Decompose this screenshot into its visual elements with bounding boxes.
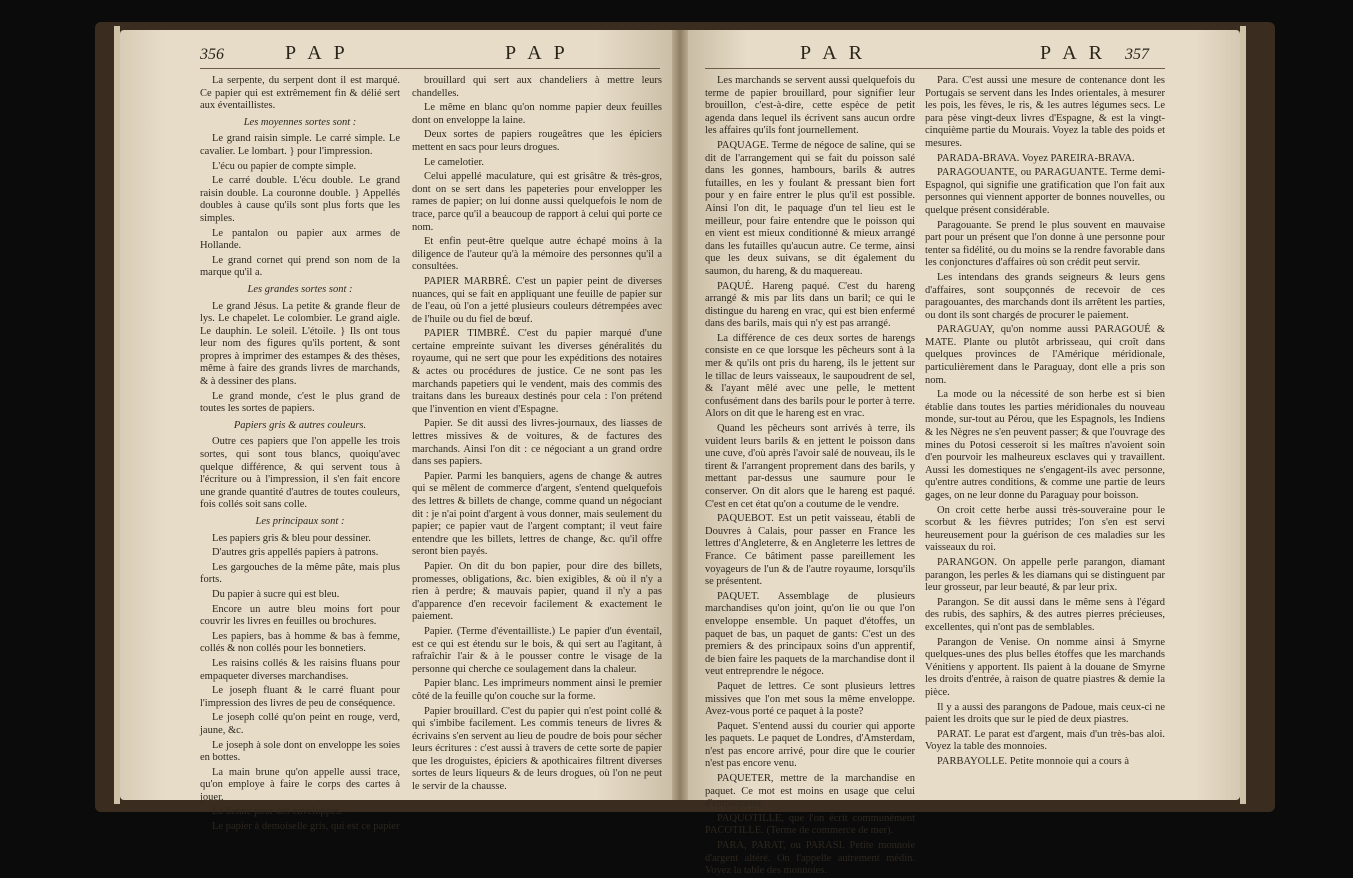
paragraph: Parangon de Venise. On nomme ainsi à Smyrne quelques-unes des plus belles étoffes que les marchands Vénitiens y apportent. Ils paient à la douane de Smyrne les droits d'entrée, à raison de quatre piastres & demie la pièce. xyxy=(925,636,1165,698)
paragraph: La mode ou la nécessité de son herbe est si bien établie dans toutes les parties méridionales du nouveau monde, sur-tout au Pérou, que les Espagnols, les Indiens & les Nègres ne s'en peuvent passer; & que l'ouvrage des mines du Potosi cesseroit si les maîtres n'avoient soin d'en pourvoir les malheureux esclaves qui y travaillent. Aussi les domestiques ne s'engagent-ils avec personne, qu'entre autres conditions, & comme une partie de leurs gages, on ne leur donne du Paraguay pour boisson. xyxy=(925,389,1165,501)
paragraph: La main brune qu'on appelle aussi trace, qu'on employe à faire le corps des cartes à jouer. xyxy=(200,766,400,803)
right-column-2 xyxy=(925,75,1165,765)
left-column-1 xyxy=(200,75,400,833)
paragraph: Les gargouches de la même pâte, mais plus forts. xyxy=(200,561,400,586)
paragraph: Le joseph fluant & le carré fluant pour l'impression des livres de peu de conséquence. xyxy=(200,685,400,709)
paragraph: Papier. (Terme d'éventailliste.) Le papier d'un éventail, est ce qui est étendu sur le bois, & qui sert au l'agitant, à rafraîchir l'air & à le pousser contre le visage de la personne qui cherche ce soulagement dans la chaleur. xyxy=(412,625,662,675)
right-header-right: P A R xyxy=(1040,42,1106,64)
paragraph: PARADA-BRAVA. Voyez PAREIRA-BRAVA. xyxy=(937,152,1135,164)
paragraph: Le grand monde, c'est le plus grand de toutes les sortes de papiers. xyxy=(200,390,400,415)
right-header-left: P A R xyxy=(800,42,866,64)
paragraph: L'écu ou papier de compte simple. xyxy=(212,160,357,172)
right-header-rule xyxy=(705,68,1165,69)
left-header-rule xyxy=(200,68,660,69)
paragraph: Les grandes sortes sont : xyxy=(247,283,353,295)
paragraph: Les moyennes sortes sont : xyxy=(243,116,357,128)
paragraph: PARANGON. On appelle perle parangon, diamant parangon, les perles & les diamans qui se distinguent par leur grosseur, par leur beauté, & par leur prix. xyxy=(925,556,1165,594)
paragraph: PARAGUAY, qu'on nomme aussi PARAGOUÉ & MATE. Plante ou plutôt arbrisseau, qui croît dans quelques provinces de l'Amérique méridionale, particulièrement dans le Paraguay, dont elle a pris son nom. xyxy=(925,324,1165,386)
paragraph: Para. C'est aussi une mesure de contenance dont les Portugais se servent dans les Indes orientales, à mesurer les pois, les fèves, le ris, & les autres légumes secs. Le para pèse vingt-deux livres d'Espagne, & est la vingt-cinquième partie du Mourais. Voyez la table des poids et mesures. xyxy=(925,75,1165,149)
paragraph: PARAT. Le parat est d'argent, mais d'un très-bas aloi. Voyez la table des monnoies. xyxy=(925,728,1165,753)
paragraph: Les principaux sont : xyxy=(255,516,345,527)
left-column-2 xyxy=(412,75,662,793)
paragraph: Quand les pêcheurs sont arrivés à terre, ils vuident leurs barils & en jettent le poisson dans une cuve, d'où après l'avoir salé de nouveau, ils le tirent & l'arrangent proprement dans des barils, y mettant par-dessus une saumure pour le conserver. On dit alors que le hareng est paqué. C'est en cet état qu'on a coutume de le vendre. xyxy=(705,423,915,510)
paragraph: PAQUET. Assemblage de plusieurs marchandises qu'on joint, qu'on lie ou que l'on enveloppe ensemble. Un paquet d'étoffes, un paquet de bas, un paquet de gants: C'est un des premiers & des principaux soins d'un apprentif, de bien faire les paquets de la marchandise dont il veut entreprendre le négoce. xyxy=(705,590,915,678)
paragraph: Celui appellé maculature, qui est grisâtre & très-gros, dont on se sert dans les papeteries pour envelopper les rames de papier; on lui donne aussi quelquefois le nom de trace, parce qu'il a beaucoup de rapport à celui qui porte ce nom. xyxy=(412,171,662,233)
paragraph: Encore un autre bleu moins fort pour couvrir les livres en feuilles ou brochures. xyxy=(200,603,400,628)
left-page-number: 356 xyxy=(200,46,224,63)
paragraph: Les marchands se servent aussi quelquefois du terme de papier brouillard, pour signifier leur brouillon, c'est-à-dire, cette espèce de petit agenda dans lequel ils écrivent sans aucun ordre les affaires qu'ils font journellement. xyxy=(705,75,915,137)
paragraph: Il y a aussi des parangons de Padoue, mais ceux-ci ne paient les droits que sur le pied de deux piastres. xyxy=(925,701,1165,726)
paragraph: Le pantalon ou papier aux armes de Hollande. xyxy=(200,227,400,252)
paragraph: Deux sortes de papiers rougeâtres que les épiciers mettent en sacs pour leurs drogues. xyxy=(412,129,662,153)
paragraph: Les raisins collés & les raisins fluans pour empaqueter diverses marchandises. xyxy=(200,657,400,682)
right-page-number: 357 xyxy=(1125,46,1149,63)
paragraph: Le même en blanc qu'on nomme papier deux feuilles dont on enveloppe la laine. xyxy=(412,102,662,126)
paragraph: Papier blanc. Les imprimeurs nomment ainsi le premier côté de la feuille qu'on couche sur la forme. xyxy=(412,678,662,702)
paragraph: PAQUÉ. Hareng paqué. C'est du hareng arrangé & mis par lits dans un baril; ce qui le distingue du hareng en vrac, qui est bien enfermé dans des barils, mais qui n'y est pas arrangé. xyxy=(705,280,915,330)
paragraph: Le grand raisin simple. Le carré simple. Le cavalier. Le lombart. } pour l'impression. xyxy=(200,133,400,157)
paragraph: Les papiers gris & bleu pour dessiner. xyxy=(212,532,371,544)
paragraph: Papier. Parmi les banquiers, agens de change & autres qui se mêlent de commerce d'argent, s'entend quelquefois des lettres & billets de change, comme quand un négociant dit : je n'ai point d'argent à vous donner, mais seulement du papier; ce papier vaut de l'argent comptant; il veut faire entendre que les billets, lettres de change, &c. qu'il offre seront bien payés. xyxy=(412,470,662,558)
paragraph: Le papier à demoiselle gris, qui est ce papier xyxy=(212,821,400,833)
right-column-1 xyxy=(705,75,915,877)
paragraph: PAQUAGE. Terme de négoce de saline, qui se dit de l'arrangement qui se fait du poisson salé dans les gonnes, hambours, barils & autres futailles, en les y foulant & pressant bien fort pour y en faire entrer le plus qu'il est possible. Ainsi l'on dit, le paquage d'un tel lieu est le meilleur, pour faire entendre que le poisson qui en vient est mieux conditionné & mieux arrangé dans les futailles qu'aucun autre. Ce terme, ainsi que les deux suivans, se dit également du saumon, du hareng, & du maquereau. xyxy=(705,139,915,277)
paragraph: Paquet de lettres. Ce sont plusieurs lettres missives que l'on met sous la même enveloppe. Avez-vous porté ce paquet à la poste? xyxy=(705,680,915,718)
paragraph: Et enfin peut-être quelque autre échapé moins à la diligence de l'auteur qu'à la mémoire des personnes qu'il a consultées. xyxy=(412,236,662,273)
paragraph: Le joseph collé qu'on peint en rouge, verd, jaune, &c. xyxy=(200,712,400,736)
paragraph: On croit cette herbe aussi très-souveraine pour le scorbut & les fièvres putrides; l'on s'en est servi heureusement pour la guérison de ces maladies sur les vaisseaux du roi. xyxy=(925,504,1165,554)
paragraph: La lienne pour des enveloppes. xyxy=(212,806,343,818)
left-header-left: P A P xyxy=(285,42,349,64)
paragraph: PARBAYOLLE. Petite monnoie qui a cours à xyxy=(937,755,1130,767)
paragraph: Le grand cornet qui prend son nom de la marque qu'il a. xyxy=(200,254,400,279)
paragraph: Le joseph à sole dont on enveloppe les soies en bottes. xyxy=(200,739,400,764)
paragraph: La serpente, du serpent dont il est marqué. Ce papier qui est extrêmement fin & délié sert aux éventaillistes. xyxy=(200,75,400,112)
paragraph: Papier. On dit du bon papier, pour dire des billets, promesses, obligations, &c. bien exigibles, & où il n'y a rien à perdre; & mauvais papier, quand il n'y a pas d'apparence d'en recevoir facilement & exactement le paiement. xyxy=(412,560,662,623)
book-gutter xyxy=(672,30,688,800)
paragraph: Les intendans des grands seigneurs & leurs gens d'affaires, sont soupçonnés de recevoir de ces paragouantes, des marchands dont ils arrêtent les parties, ou dont ils sont chargés de procurer le paiement. xyxy=(925,271,1165,321)
paragraph: Le camelotier. xyxy=(424,156,485,168)
page-edge-right xyxy=(1240,26,1246,804)
paragraph: Paquet. S'entend aussi du courier qui apporte les paquets. Le paquet de Londres, d'Amsterdam, n'est pas encore arrivé, pour dire que le courier n'est pas encore venu. xyxy=(705,720,915,770)
left-header-right: P A P xyxy=(505,42,569,64)
paragraph: Le carré double. L'écu double. Le grand raisin double. La couronne double. } Appellés doubles à cause qu'ils sont plus forts que les simples. xyxy=(200,175,400,224)
paragraph: Papiers gris & autres couleurs. xyxy=(233,419,367,431)
paragraph: PAQUOTILLE, que l'on écrit communément PACOTILLE. (Terme de commerce de mer). xyxy=(705,812,915,837)
paragraph: PARA, PARAT, ou PARASI. Petite monnoie d'argent altéré. On l'appelle autrement médin. Voyez la table des monnoies. xyxy=(705,840,915,877)
paragraph: PAPIER TIMBRÉ. C'est du papier marqué d'une certaine empreinte suivant les diverses généralités du royaume, qui ne sert que pour les expéditions des notaires & actes ou procédures de justice. Ce ne sont pas les marchands papetiers qui le vendent, mais des commis des traitans dans les bureaux destinés pour cela : l'on prétend que l'invention en vient d'Espagne. xyxy=(412,328,662,415)
paragraph: Parangon. Se dit aussi dans le même sens à l'égard des rubis, des saphirs, & des autres pierres précieuses, excellentes, qui n'ont pas de semblables. xyxy=(925,596,1165,633)
paragraph: Papier. Se dit aussi des livres-journaux, des liasses de lettres missives & de voitures, & de factures des marchands. Ainsi l'on dit : ce négociant a un grand ordre dans ses papiers. xyxy=(412,418,662,468)
paragraph: D'autres gris appellés papiers à patrons. xyxy=(212,547,379,559)
paragraph: brouillard qui sert aux chandeliers à mettre leurs chandelles. xyxy=(412,75,662,99)
paragraph: PAQUEBOT. Est un petit vaisseau, établi de Douvres à Calais, pour passer en France les lettres d'Angleterre, & en Angleterre les lettres de France. Ce bâtiment passe pareillement les voyageurs de l'un & de l'autre royaume, lorsqu'ils se présentent. xyxy=(705,513,915,588)
paragraph: PAQUETER, mettre de la marchandise en paquet. Ce mot est moins en usage que celui d'empaqueter. xyxy=(705,773,915,810)
paragraph: La différence de ces deux sortes de harengs consiste en ce que lorsque les pêcheurs sont à la mer & qu'ils ont pris du hareng, ils le jettent sur le tillac de leurs vaisseaux, le saupoudrent de sel, & l'ayant mêlé avec une pelle, le mettent confusément dans des barils pour le porter à terre. Alors on dit que le hareng est en vrac. xyxy=(705,332,915,420)
paragraph: Le grand Jésus. La petite & grande fleur de lys. Le chapelet. Le colombier. Le grand aigle. Le dauphin. Le soleil. L'étoile. } Ils ont tous leur nom des figures qu'ils portent, & sont propres à imprimer des estampes & des thèses, même à faire des grands livres de marchands, & à dessiner des plans. xyxy=(200,300,400,388)
paragraph: Outre ces papiers que l'on appelle les trois sortes, qui sont tous blancs, quoiqu'avec quelque différence, & qui servent tous à l'écriture ou à l'impression, il s'en fait encore une grande quantité d'autres de toutes couleurs, fois collés soit sans colle. xyxy=(200,436,400,511)
paragraph: PARAGOUANTE, ou PARAGUANTE. Terme demi-Espagnol, qui signifie une gratification que l'on fait aux personnes qui viennent apporter de bonnes nouvelles, ou quelque présent considérable. xyxy=(925,167,1165,216)
paragraph: Du papier à sucre qui est bleu. xyxy=(212,588,340,600)
paragraph: Papier brouillard. C'est du papier qui n'est point collé & qui s'imbibe facilement. Les commis teneurs de livres & écrivains s'en servent au lieu de poudre de bois pour sécher leurs écritures : c'est aussi à travers de cette sorte de papier que les droguistes, épiciers & apothicaires filtrent diverses sortes de leurs liqueurs & de leurs drogues, où l'on ne peut le servir de la chausse. xyxy=(412,705,662,793)
paragraph: Les papiers, bas à homme & bas à femme, collés & non collés pour les bonnetiers. xyxy=(200,630,400,655)
paragraph: PAPIER MARBRÉ. C'est un papier peint de diverses nuances, qui se fait en appliquant une feuille de papier sur de l'eau, où l'on a jetté plusieurs couleurs détrempées avec de l'huile ou du fiel de bœuf. xyxy=(412,275,662,325)
paragraph: Paragouante. Se prend le plus souvent en mauvaise part pour un présent que l'on donne à une personne pour tenter sa fidélité, ou du moins se la rendre favorable dans les conjonctures d'affaires où son crédit peut servir. xyxy=(925,219,1165,269)
